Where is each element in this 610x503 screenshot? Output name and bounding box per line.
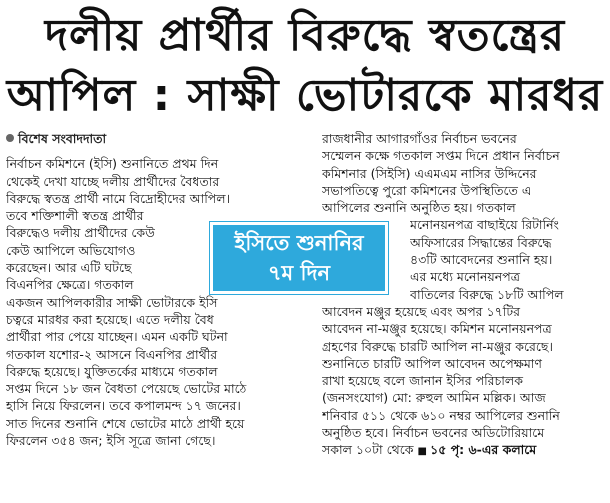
text-line: বাতিলের বিরুদ্ধে ১৮টি আপিল bbox=[410, 286, 564, 302]
text-line: কেউ আপিলে অভিযোগও bbox=[6, 242, 136, 258]
text-line: বিরুদ্ধে স্বতন্ত্র প্রার্থী নামে বিদ্রোহীদের আপিল। bbox=[6, 190, 231, 206]
text-line: (জনসংযোগ) মো: রুহুল আমিন মল্লিক। আজ bbox=[322, 390, 546, 406]
text-line: আবেদন না-মঞ্জুর হয়েছে। কমিশন মনোনয়নপত্র bbox=[322, 321, 552, 337]
headline-line-2: আপিল : সাক্ষী ভোটারকে মারধর bbox=[6, 70, 604, 121]
text-line: প্রার্থীরা পার পেয়ে যাচ্ছেন। এমন একটি ঘটনা bbox=[6, 329, 228, 345]
left-paragraph-bottom bbox=[6, 294, 302, 450]
text-line: তবে শক্তিশালী স্বতন্ত্র প্রার্থীর bbox=[6, 208, 144, 224]
text-line: হাসি নিয়ে ফিরলেন। তবে কপালমন্দ ১৭ জনের। bbox=[6, 398, 241, 414]
arrow-icon: ■ bbox=[417, 446, 431, 458]
left-paragraph-wrapped bbox=[6, 207, 200, 293]
text-line: এর মধ্যে মনোনয়নপত্র bbox=[410, 269, 520, 285]
text-line: শুনানিতে চারটি আপিল আবেদন অপেক্ষমাণ bbox=[322, 355, 542, 371]
text-line: কমিশনার (সিইসি) এএমএম নাসির উদ্দিনের bbox=[322, 165, 537, 181]
bullet-icon bbox=[6, 134, 14, 142]
text-line: গতকাল যশোর-২ আসনে বিএনপির প্রার্থীর bbox=[6, 346, 218, 362]
jump-link[interactable]: ১৫ পৃ: ৬-এর কলামে bbox=[430, 442, 537, 458]
left-paragraph-top bbox=[6, 155, 302, 207]
last-line-text: সকাল ১০টা থেকে bbox=[322, 442, 414, 458]
text-line: রাজধানীর আগারগাঁওর নির্বাচন ভবনের bbox=[322, 131, 517, 146]
byline-text: বিশেষ সংবাদদাতা bbox=[18, 131, 107, 146]
text-line: সভাপতিত্বে পুরো কমিশনের উপস্থিতিতে এ bbox=[322, 182, 532, 198]
text-line: মনোনয়নপত্র বাছাইয়ে রিটার্নিং bbox=[410, 217, 559, 233]
text-line: রাখা হয়েছে বলে জানান ইসির পরিচালক bbox=[322, 373, 523, 389]
text-line: আবেদন মঞ্জুর হয়েছে এবং অপর ১৭টির bbox=[322, 303, 521, 319]
text-line: একজন আপিলকারীর সাক্ষী ভোটারকে ইসি bbox=[6, 294, 218, 310]
highlight-line-1: ইসিতে শুনানির bbox=[234, 231, 364, 255]
text-line: সম্মেলন কক্ষে গতকাল সপ্তম দিনে প্রধান নির্বাচন bbox=[322, 148, 560, 164]
text-line: থেকেই দেখা যাচ্ছে দলীয় প্রার্থীদের বৈধতার bbox=[6, 173, 220, 189]
byline bbox=[6, 130, 302, 147]
text-line: সাত দিনের শুনানি শেষে ভোটের মাঠে প্রার্থী হয়ে bbox=[6, 415, 245, 431]
headline-line-1: দলীয় প্রার্থীর বিরুদ্ধে স্বতন্ত্রের bbox=[44, 10, 566, 61]
text-line: সপ্তম দিনে ১৮ জন বৈধতা পেয়েছে ভোটের মাঠে bbox=[6, 381, 247, 397]
text-line: অনুষ্ঠিত হবে। নির্বাচন ভবনের অডিটোরিয়ামে bbox=[322, 425, 545, 441]
text-line: বিরুদ্ধে হয়েছে। যুক্তিতর্কের মাধ্যমে গতকাল bbox=[6, 363, 218, 379]
text-line: বিরুদ্ধেও দলীয় প্রার্থীদের কেউ bbox=[6, 225, 155, 241]
text-line: শনিবার ৫১১ থেকে ৬১০ নম্বর আপিলের শুনানি bbox=[322, 407, 560, 423]
text-line: করেছেন। আর এটি ঘটছে bbox=[6, 260, 132, 276]
text-line: আপিলের শুনানি অনুষ্ঠিত হয়। গতকাল bbox=[322, 200, 516, 216]
text-line: ৪৩টি আবেদনের শুনানি হয়। bbox=[410, 252, 553, 268]
right-paragraph-wrapped bbox=[410, 216, 606, 302]
text-line: বিএনপির ক্ষেত্রে। গতকাল bbox=[6, 277, 134, 293]
highlight-line-2: ৭ম দিন bbox=[267, 261, 331, 285]
text-line: অফিসারের সিদ্ধান্তের বিরুদ্ধে bbox=[410, 234, 552, 250]
text-line: নির্বাচন কমিশনে (ইসি) শুনানিতে প্রথম দিন bbox=[6, 156, 219, 172]
text-line: ফিরলেন ৩৫৪ জন; ইসি সূত্রে জানা গেছে। bbox=[6, 433, 216, 449]
right-column bbox=[322, 130, 606, 459]
continuation-line bbox=[322, 441, 606, 458]
right-paragraph-bottom bbox=[322, 303, 606, 441]
text-line: গ্রহণের বিরুদ্ধে চারটি আপিল না-মঞ্জুর করেছে। bbox=[322, 338, 553, 354]
right-paragraph-top bbox=[322, 130, 606, 216]
text-line: চত্বরে মারধর করা হয়েছে। এতে দলীয় বৈধ bbox=[6, 311, 214, 327]
